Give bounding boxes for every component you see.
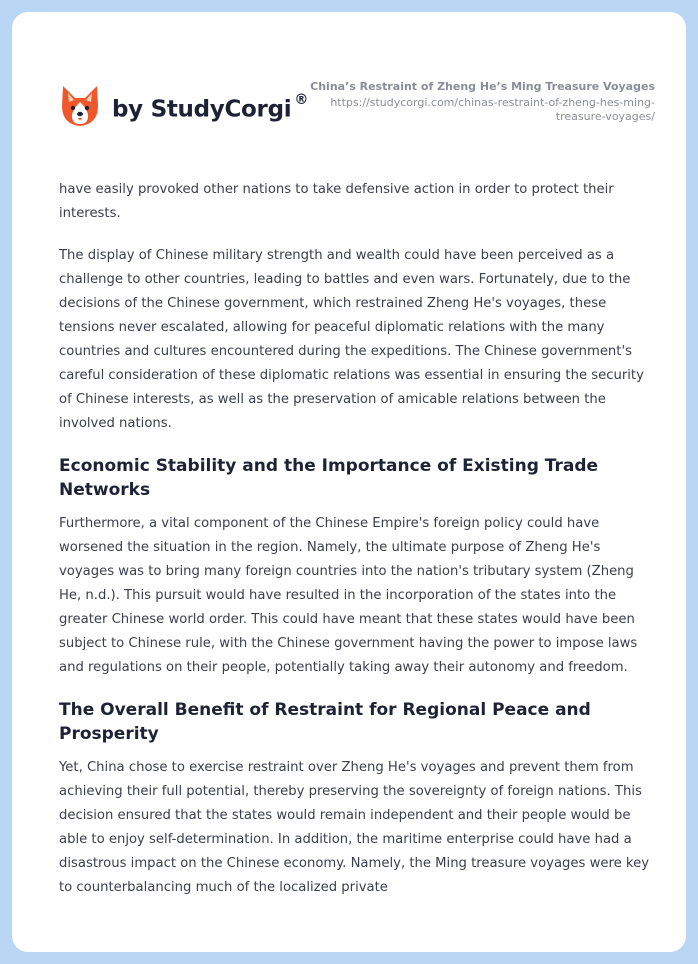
paragraph: The display of Chinese military strength and wealth could have been perceived as a challenge to other countries, leading to battles and even wars. Fortunately, due to the decisions of the Chinese government, which restrained Zheng He's voyages, these tensions never escalated, allowing for peaceful diplomatic relations with the many countries and cultures encountered during the expeditions. The Chinese government's careful consideration of these diplomatic relations was essential in ensuring the security of Chinese interests, as well as the preservation of amicable relations between the involved nations. [59,248,644,431]
document-title: China’s Restraint of Zheng He’s Ming Treasure Voyages [310,80,655,93]
section-heading: Economic Stability and the Importance of Existing Trade Networks [59,456,599,500]
page-header [12,12,686,162]
brand-name: by StudyCorgi ® [112,91,309,123]
paragraph: Furthermore, a vital component of the Chinese Empire's foreign policy could have worsened the situation in the region. Namely, the ultimate purpose of Zheng He's voyages was to bring many foreign countries into the nation's tributary system (Zheng He, n.d.). This pursuit would have resulted in the incorporation of the states into the greater Chinese world order. This could have meant that these states would have been subject to Chinese rule, with the Chinese government having the power to impose laws and regulations on their people, potentially taking away their autonomy and freedom. [59,516,638,675]
paragraph: Yet, China chose to exercise restraint over Zheng He's voyages and prevent them from achieving their full potential, thereby preserving the sovereignty of foreign nations. This decision ensured that the states would remain independent and their people would be able to enjoy self-determination. In addition, the maritime enterprise could have had a disastrous impact on the Chinese economy. Namely, the Ming treasure voyages were key to counterbalancing much of the localized private [59,760,650,895]
paragraph: have easily provoked other nations to take defensive action in order to protect their interests. [59,182,614,221]
section-heading: The Overall Benefit of Restraint for Regional Peace and Prosperity [59,700,591,744]
article-body [59,178,659,918]
studycorgi-logo[interactable] [60,76,308,136]
corgi-icon [60,84,100,128]
registered-mark: ® [294,91,309,108]
document-page [12,12,686,952]
document-url[interactable]: https://studycorgi.com/chinas-restraint-of-zheng-hes-ming-treasure-voyages/ [330,96,655,123]
document-meta [295,79,655,124]
